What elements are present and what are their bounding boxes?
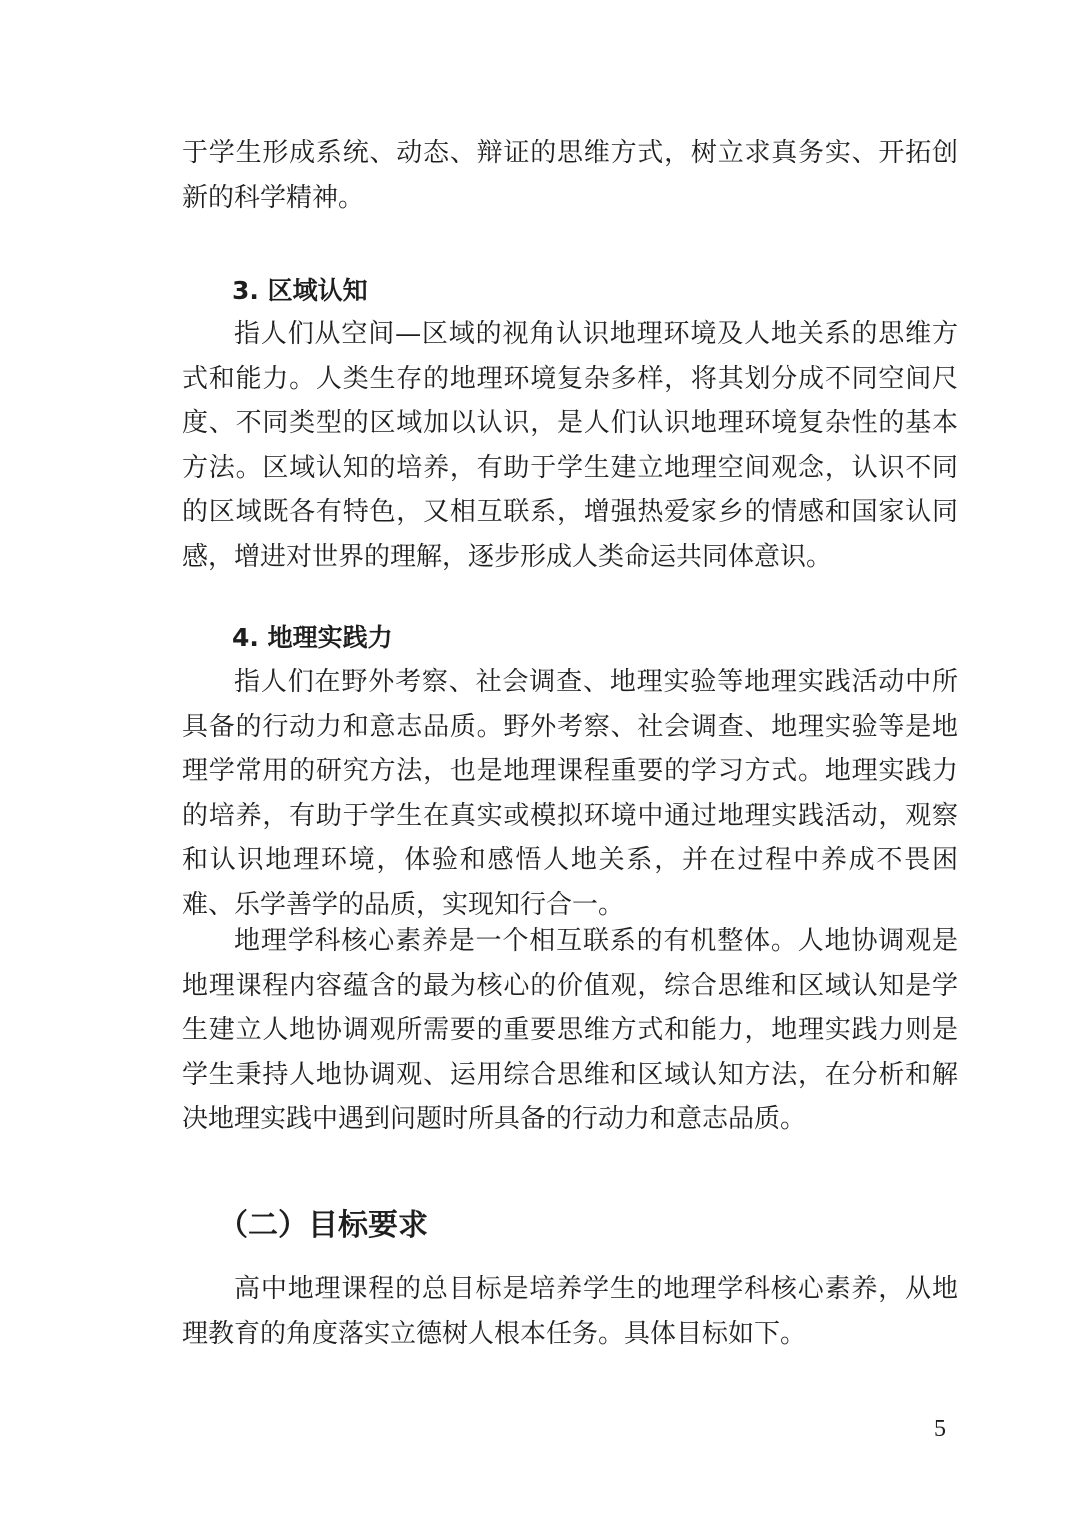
goals-paragraph: 高中地理课程的总目标是培养学生的地理学科核心素养，从地理教育的角度落实立德树人根本任务。具体目标如下。	[182, 1274, 958, 1349]
section-3-paragraph: 指人们从空间—区域的视角认识地理环境及人地关系的思维方式和能力。人类生存的地理环境复杂多样，将其划分成不同空间尺度、不同类型的区域加以认识，是人们认识地理环境复杂性的基本方法。区域认知的培养，有助于学生建立地理空间观念，认识不同的区域既各有特色，又相互联系，增强热爱家乡的情感和国家认同感，增进对世界的理解，逐步形成人类命运共同体意识。	[182, 319, 958, 572]
section-3-heading: 3. 区域认知	[232, 276, 368, 305]
section-4-paragraph-2: 地理学科核心素养是一个相互联系的有机整体。人地协调观是地理课程内容蕴含的最为核心的价值观，综合思维和区域认知是学生建立人地协调观所需要的重要思维方式和能力，地理实践力则是学生秉持人地协调观、运用综合思维和区域认知方法，在分析和解决地理实践中遇到问题时所具备的行动力和意志品质。	[182, 926, 958, 1134]
goals-section-heading: （二）目标要求	[218, 1208, 428, 1243]
intro-continuation-paragraph: 于学生形成系统、动态、辩证的思维方式，树立求真务实、开拓创新的科学精神。	[182, 138, 958, 213]
section-4-paragraph-1: 指人们在野外考察、社会调查、地理实验等地理实践活动中所具备的行动力和意志品质。野外考察、社会调查、地理实验等是地理学常用的研究方法，也是地理课程重要的学习方式。地理实践力的培养，有助于学生在真实或模拟环境中通过地理实践活动，观察和认识地理环境，体验和感悟人地关系，并在过程中养成不畏困难、乐学善学的品质，实现知行合一。	[182, 667, 958, 920]
page-number: 5	[934, 1416, 946, 1442]
section-4-heading: 4. 地理实践力	[232, 623, 393, 652]
